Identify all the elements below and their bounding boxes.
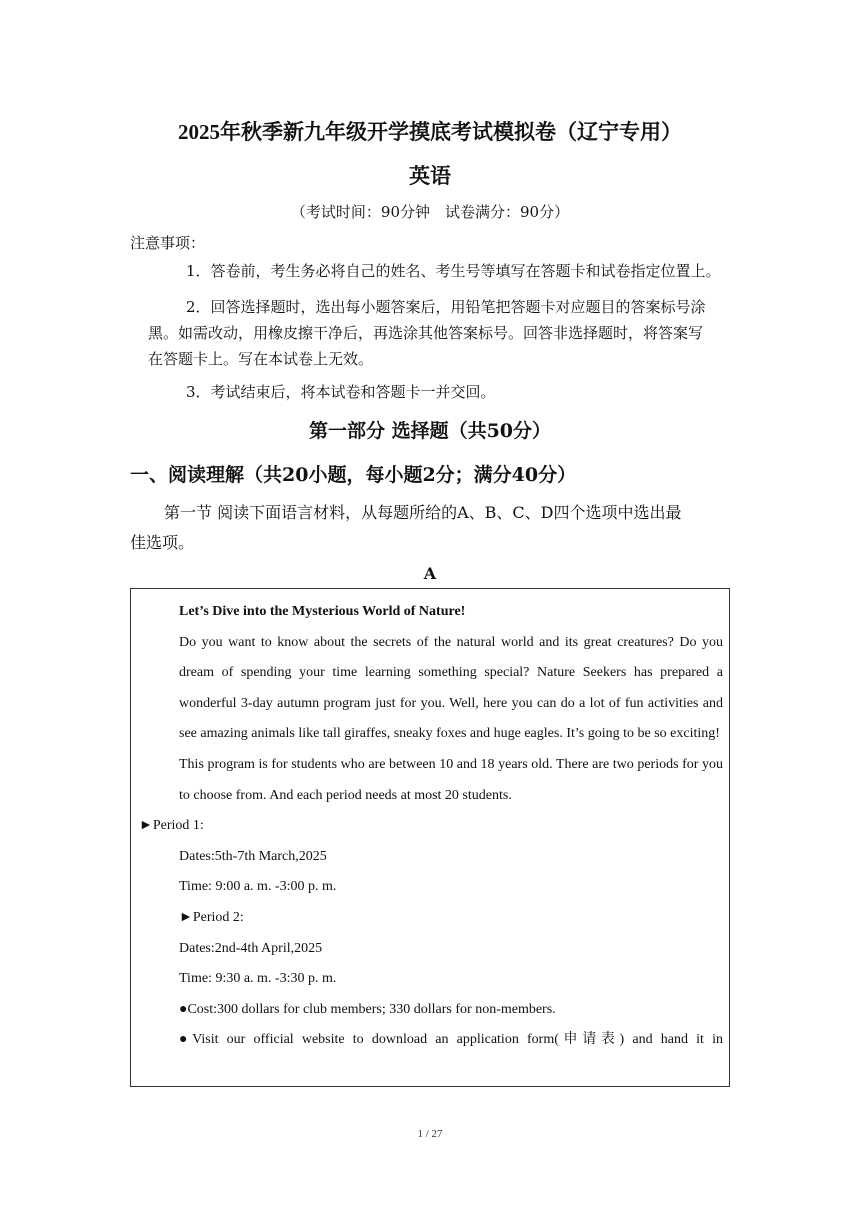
- period-time: Time: 9:00 a. m. -3:00 p. m.: [179, 879, 337, 895]
- period-label: ►Period 2:: [179, 909, 244, 925]
- cost-line: ●Cost:300 dollars for club members; 330 dollars for non-members.: [179, 1001, 556, 1017]
- passage-title: Let’s Dive into the Mysterious World of Nature!: [179, 604, 466, 619]
- part-heading: 第一部分 选择题（共50分）: [308, 420, 552, 442]
- exam-info: （考试时间：90分钟 试卷满分：90分）: [290, 203, 570, 221]
- notes-heading: 注意事项：: [130, 234, 206, 252]
- note-text: 黑。如需改动，用橡皮擦干净后，再选涂其他答案标号。回答非选择题时，将答案写: [148, 324, 704, 342]
- period-time: Time: 9:30 a. m. -3:30 p. m.: [179, 971, 337, 987]
- page-number: 1 / 27: [417, 1128, 443, 1140]
- exam-title: 2025年秋季新九年级开学摸底考试模拟卷（辽宁专用）: [178, 120, 682, 144]
- instruction-line: 佳选项。: [130, 533, 195, 552]
- note-text: 3．考试结束后，将本试卷和答题卡一并交回。: [186, 383, 496, 401]
- passage-paragraph: Do you want to know about the secrets of the natural world and its great creatures? Do you dream of spending your time learning something special? Nature Seekers has prepared a wonderful 3-day autumn program just for you. Well, here you can do a lot of fun activities and see amazing animals like tall giraffes, sneaky foxes and huge eagles. It’s going to be so exciting!: [179, 634, 723, 742]
- instruction-line: 第一节 阅读下面语言材料，从每题所给的A、B、C、D四个选项中选出最: [164, 503, 682, 522]
- visit-line: ●Visit our official website to download an application form(申请表) and hand it in: [179, 1032, 723, 1048]
- period-label: ►Period 1:: [139, 818, 204, 834]
- passage-label: A: [423, 564, 437, 583]
- exam-subject: 英语: [409, 163, 451, 188]
- note-text: 在答题卡上。写在本试卷上无效。: [148, 350, 374, 368]
- passage-content: [139, 597, 723, 1056]
- period-dates: Dates:5th-7th March,2025: [179, 848, 327, 864]
- section-heading: 一、阅读理解（共20小题，每小题2分；满分40分）: [130, 464, 577, 486]
- note-item-2: [148, 294, 730, 372]
- note-text: 1．答卷前，考生务必将自己的姓名、考生号等填写在答题卡和试卷指定位置上。: [186, 262, 721, 280]
- passage-box: [130, 588, 730, 1087]
- passage-paragraph: This program is for students who are between 10 and 18 years old. There are two periods for you to choose from. And each period needs at most 20 students.: [179, 756, 723, 803]
- note-text: 2．回答选择题时，选出每小题答案后，用铅笔把答题卡对应题目的答案标号涂: [186, 298, 706, 316]
- note-item-3: [148, 379, 730, 405]
- note-item-1: [148, 258, 730, 284]
- period-dates: Dates:2nd-4th April,2025: [179, 940, 323, 956]
- section-instruction: [130, 498, 730, 558]
